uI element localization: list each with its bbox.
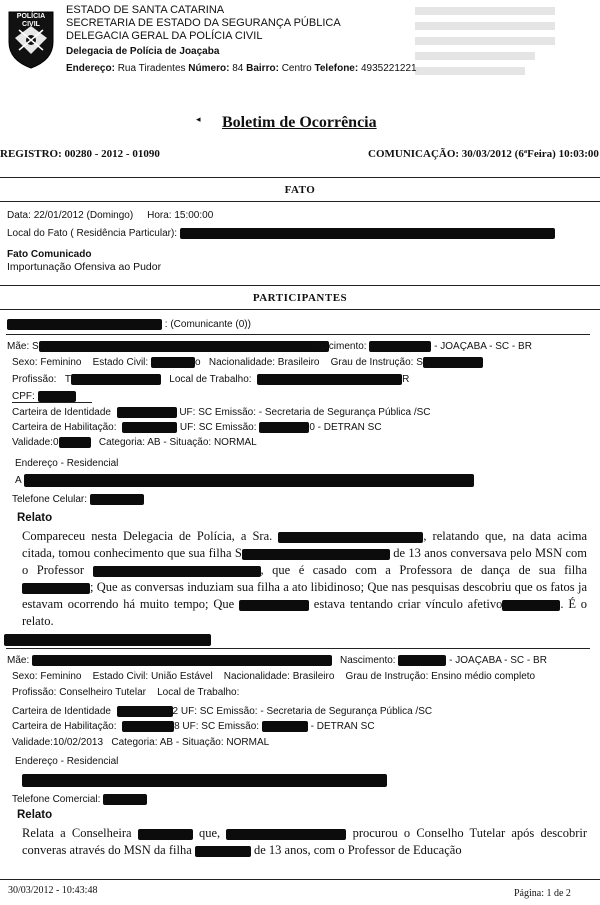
p1-relato-title: Relato [17, 512, 53, 524]
footer-page-number: Página: 1 de 2 [514, 888, 571, 899]
p1-validade-label: Validade: [12, 437, 53, 449]
telefone-label: Telefone: [314, 63, 359, 74]
p1-relato-part: estava tentando criar vínculo afetivo [313, 597, 503, 611]
redaction [502, 600, 560, 611]
redaction [32, 655, 332, 666]
p2-relato-part: Relata a Conselheira [22, 826, 132, 840]
p2-telefone-line [12, 794, 147, 805]
badge-text-top: POLÍCIA [16, 13, 46, 20]
p1-role: : (Comunicante (0)) [164, 319, 251, 331]
redaction [7, 319, 162, 330]
redaction [122, 721, 174, 732]
redaction [122, 422, 177, 433]
bairro-label: Bairro: [246, 63, 279, 74]
p2-relato-part: que, [198, 826, 221, 840]
p1-habilitacao-label: Carteira de Habilitação: [12, 422, 117, 434]
p1-sexo: Sexo: Feminino [12, 357, 82, 369]
p2-habilitacao-label: Carteira de Habilitação: [12, 721, 117, 733]
p1-relato-initial: S [234, 546, 242, 560]
p2-relato-part: de 13 anos, com o Professor de Educação [254, 843, 462, 857]
p1-grau-initial: S [416, 357, 423, 369]
p1-name-line [7, 319, 251, 330]
p2-identidade-value: 2 UF: SC Emissão: - Secretaria de Segurança Pública /SC [172, 706, 433, 718]
p2-nacionalidade: Nacionalidade: Brasileiro [223, 671, 335, 682]
redaction [71, 374, 161, 385]
comunicacao-label: COMUNICAÇÃO: [368, 148, 460, 160]
p2-mae-label: Mãe: [7, 655, 30, 667]
p1-relato-part: de 13 anos conversava pelo MSN com o Professor [22, 546, 587, 577]
bairro-value: Centro [281, 63, 312, 74]
p1-validade-initial: 0 [52, 437, 59, 449]
p1-endereco-line [15, 474, 474, 487]
fato-hora-label: Hora: [147, 210, 172, 221]
p1-cpf-line [12, 391, 76, 402]
p2-validade: Validade:10/02/2013 [12, 737, 104, 748]
fato-hora-value: 15:00:00 [174, 210, 214, 221]
p1-estado-civil-label: Estado Civil: [92, 357, 149, 369]
p2-validade-line [12, 737, 269, 748]
p1-nascimento-label: Nascimento: [311, 341, 367, 353]
header-address-line [66, 62, 417, 75]
p1-validade-line [12, 437, 257, 448]
p2-habilitacao-mid: 8 UF: SC Emissão: [174, 721, 260, 733]
bleed-through-crest [410, 2, 560, 112]
p2-nascimento [340, 655, 547, 666]
p1-relato-part: , relatando que, na data acima citada, tomou conhecimento que sua filha [22, 529, 587, 560]
p2-endereco-line [22, 771, 387, 789]
comunicacao-value: 30/03/2012 (6ªFeira) 10:03:00 [461, 148, 599, 160]
p2-habilitacao-line [12, 721, 375, 732]
redaction [369, 341, 431, 352]
p2-habilitacao-value: - DETRAN SC [307, 721, 375, 733]
p2-estado-civil: Estado Civil: União Estável [92, 671, 213, 682]
policia-civil-badge [5, 8, 57, 70]
p1-civil-line [12, 357, 483, 368]
p1-mae-label: Mãe: [7, 341, 30, 353]
registro-value: 00280 - 2012 - 01090 [64, 148, 160, 160]
p1-relato-part: ; Que as conversas induziam sua filha a ato libidinoso; Que nas pesquisas descobriu que os fatos ja estavam ocorrendo há muito tempo; Que [22, 580, 587, 611]
p2-relato-part: procurou o Conselho Tutelar após descobrir converas através do MSN da filha [22, 826, 588, 857]
p2-name-line [4, 631, 211, 649]
fato-comunicado-value: Importunação Ofensiva ao Pudor [7, 261, 162, 273]
p2-nascimento-label: Nascimento: [340, 655, 396, 667]
header-delegacia: Delegacia de Polícia de Joaçaba [66, 46, 220, 57]
redaction [117, 706, 173, 717]
redaction [38, 391, 76, 402]
endereco-value: Rua Tiradentes [117, 63, 186, 74]
p1-relato-part: , que é casado com a Professora de dança de sua filha [260, 563, 588, 577]
p2-grau: Grau de Instrução: Ensino médio completo [345, 671, 536, 682]
redaction [195, 846, 251, 857]
redaction [59, 437, 91, 448]
p2-categoria: Categoria: AB - Situação: NORMAL [111, 737, 270, 748]
redaction [4, 634, 211, 646]
p1-profissao-label: Profissão: [12, 374, 57, 386]
p2-relato-title: Relato [17, 809, 53, 821]
p2-nascimento-value: - JOAÇABA - SC - BR [449, 655, 547, 667]
p2-telefone-label: Telefone Comercial: [12, 794, 101, 806]
p1-estado-civil-tail: o [194, 357, 201, 369]
p1-habilitacao-value: 0 - DETRAN SC [309, 422, 382, 434]
redaction [259, 422, 309, 433]
p1-identidade-value: UF: SC Emissão: - Secretaria de Segurança Pública /SC [179, 407, 431, 419]
p1-nascimento [311, 341, 532, 352]
fato-section-title: FATO [284, 184, 316, 196]
p1-nascimento-value: - JOAÇABA - SC - BR [434, 341, 532, 353]
fato-local-label: Local do Fato ( Residência Particular): [7, 228, 178, 240]
header-line2: SECRETARIA DE ESTADO DA SEGURANÇA PÚBLICA [66, 17, 341, 29]
header-line3: DELEGACIA GERAL DA POLÍCIA CIVIL [66, 30, 263, 42]
p1-identidade-line [12, 407, 431, 418]
p1-habilitacao-mid: UF: SC Emissão: [179, 422, 257, 434]
p1-profissao-initial: T [64, 374, 71, 386]
p2-mae-line [7, 655, 332, 666]
redaction [117, 407, 177, 418]
badge-text-mid: CIVIL [22, 21, 40, 28]
comunicacao-line [368, 148, 599, 160]
registro-line [0, 148, 160, 160]
document-title: Boletim de Ocorrência [222, 114, 377, 131]
p1-relato-part: Compareceu nesta Delegacia de Polícia, a Sra. [22, 529, 273, 543]
p1-identidade-label: Carteira de Identidade [12, 407, 111, 419]
p1-mae-initial: S [32, 341, 39, 353]
redaction [24, 474, 474, 487]
redaction [257, 374, 402, 385]
numero-value: 84 [232, 63, 244, 74]
redaction [22, 774, 387, 787]
redaction [398, 655, 446, 666]
redaction [278, 532, 423, 543]
registro-label: REGISTRO: [0, 148, 62, 160]
redaction [93, 566, 261, 577]
p1-endereco-initial: A [15, 475, 22, 487]
p2-civil-line [12, 671, 535, 682]
fato-local-line [7, 228, 555, 239]
p1-mae-line [7, 341, 329, 352]
fato-data-line [7, 210, 213, 221]
p2-profissao: Profissão: Conselheiro Tutelar [12, 687, 146, 698]
redaction [226, 829, 346, 840]
p2-endereco-label: Endereço - Residencial [15, 756, 119, 767]
telefone-value: 4935221221 [360, 63, 417, 74]
p1-habilitacao-line [12, 422, 382, 433]
p2-identidade-label: Carteira de Identidade [12, 706, 111, 718]
redaction [180, 228, 555, 239]
p1-telefone-label: Telefone Celular: [12, 494, 88, 506]
numero-label: Número: [188, 63, 230, 74]
redaction [138, 829, 193, 840]
header-line1: ESTADO DE SANTA CATARINA [66, 4, 225, 16]
redaction [423, 357, 483, 368]
p1-endereco-label: Endereço - Residencial [15, 458, 119, 469]
p1-grau-label: Grau de Instrução: [330, 357, 414, 369]
p1-local-trabalho-label: Local de Trabalho: [169, 374, 252, 386]
p1-relato-part: . É o relato. [22, 597, 588, 628]
redaction [239, 600, 309, 611]
fato-comunicado-label: Fato Comunicado [7, 249, 92, 260]
p2-sexo: Sexo: Feminino [12, 671, 82, 682]
endereco-label: Endereço: [66, 63, 115, 74]
redaction [39, 341, 329, 352]
participantes-section-title: PARTICIPANTES [252, 292, 348, 304]
p1-telefone-line [12, 494, 144, 505]
footer-datetime: 30/03/2012 - 10:43:48 [8, 885, 98, 896]
title-bullet: ◂ [196, 114, 201, 124]
p2-identidade-line [12, 706, 432, 717]
p2-relato-text [22, 825, 587, 859]
p1-local-trabalho-tail: R [402, 374, 410, 386]
header-block [66, 4, 417, 75]
p1-nacionalidade: Nacionalidade: Brasileiro [208, 357, 320, 369]
redaction [242, 549, 390, 560]
redaction [151, 357, 195, 368]
redaction [103, 794, 147, 805]
p2-profissao-line [12, 687, 239, 698]
fato-data-value: 22/01/2012 (Domingo) [33, 210, 134, 221]
p1-relato-text [22, 528, 587, 630]
p1-cpf-label: CPF: [12, 391, 35, 403]
p2-local-trabalho: Local de Trabalho: [157, 687, 240, 698]
p1-profissao-line [12, 374, 409, 385]
redaction [22, 583, 90, 594]
redaction [262, 721, 308, 732]
fato-data-label: Data: [7, 210, 31, 221]
p1-categoria: Categoria: AB - Situação: NORMAL [98, 437, 257, 449]
redaction [90, 494, 144, 505]
